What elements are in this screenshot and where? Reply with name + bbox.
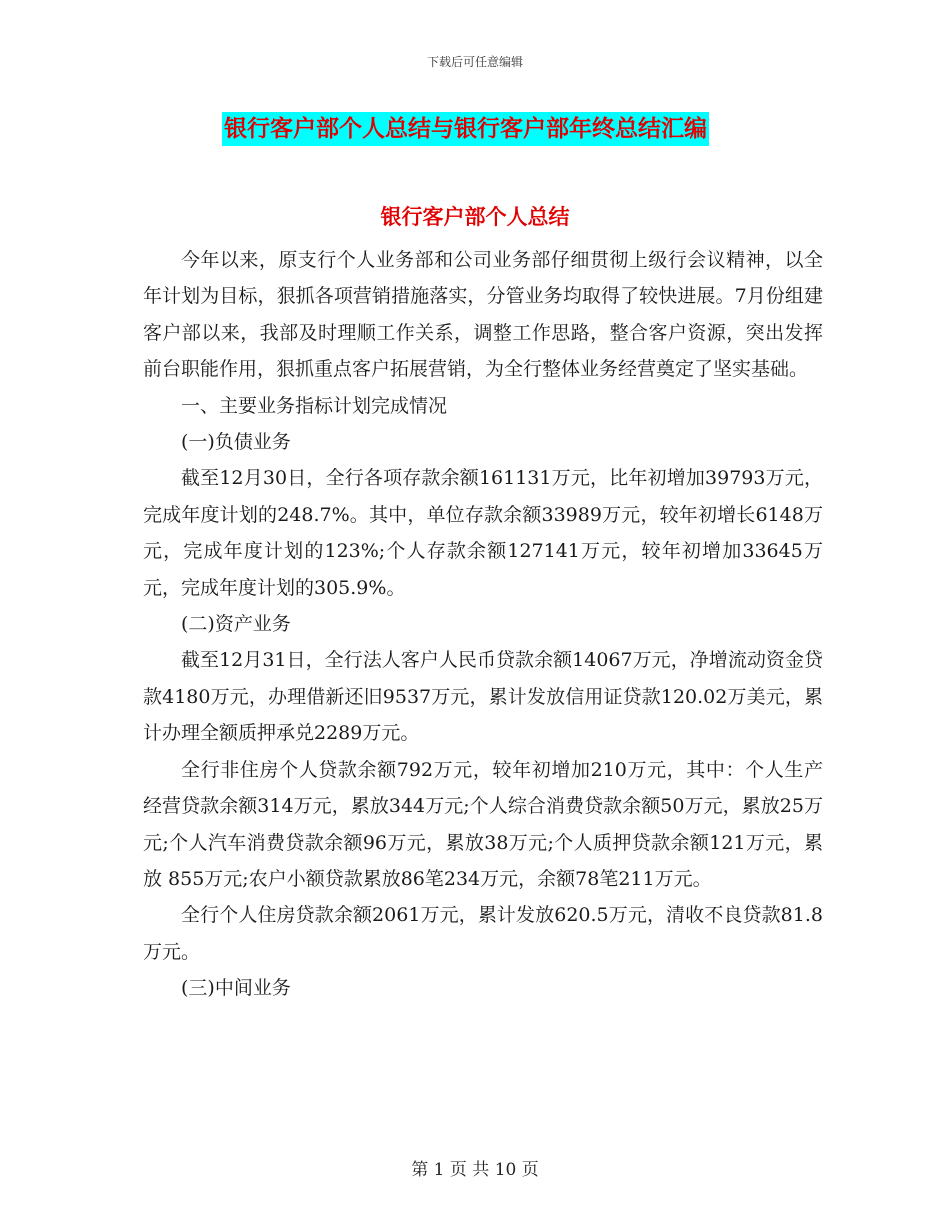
document-body <box>143 242 823 1007</box>
section-title: 银行客户部个人总结 <box>380 204 570 229</box>
document-title: 银行客户部个人总结与银行客户部年终总结汇编 <box>222 112 709 146</box>
paragraph: 全行个人住房贷款余额2061万元，累计发放620.5万元，清收不良贷款81.8万元。 <box>143 904 823 963</box>
heading-assets: (二)资产业务 <box>181 613 291 636</box>
heading-main-indicators: 一、主要业务指标计划完成情况 <box>181 394 448 417</box>
heading-liabilities: (一)负债业务 <box>181 431 291 454</box>
page-footer: 第 1 页 共 10 页 <box>411 1160 539 1180</box>
paragraph: 今年以来，原支行个人业务部和公司业务部仔细贯彻上级行会议精神，以全年计划为目标，狠抓各项营销措施落实，分管业务均取得了较快进展。7月份组建客户部以来，我部及时理顺工作关系，调整工作思路，整合客户资源，突出发挥前台职能作用，狠抓重点客户拓展营销，为全行整体业务经营奠定了坚实基础。 <box>143 249 823 381</box>
paragraph: 全行非住房个人贷款余额792万元，较年初增加210万元，其中：个人生产经营贷款余额314万元，累放344万元;个人综合消费贷款余额50万元，累放25万元;个人汽车消费贷款余额96万元，累放38万元;个人质押贷款余额121万元，累放 855万元;农户小额贷款累放86笔234万元，余额78笔211万元。 <box>143 758 823 890</box>
paragraph: 截至12月30日，全行各项存款余额161131万元，比年初增加39793万元，完成年度计划的248.7%。其中，单位存款余额33989万元，较年初增长6148万元，完成年度计划的123%;个人存款余额127141万元，较年初增加33645万元，完成年度计划的305.9%。 <box>143 467 823 599</box>
paragraph: 截至12月31日，全行法人客户人民币贷款余额14067万元，净增流动资金贷款4180万元，办理借新还旧9537万元，累计发放信用证贷款120.02万美元，累计办理全额质押承兑2289万元。 <box>143 649 823 745</box>
heading-intermediary: (三)中间业务 <box>181 977 291 1000</box>
header-note: 下载后可任意编辑 <box>426 55 523 69</box>
